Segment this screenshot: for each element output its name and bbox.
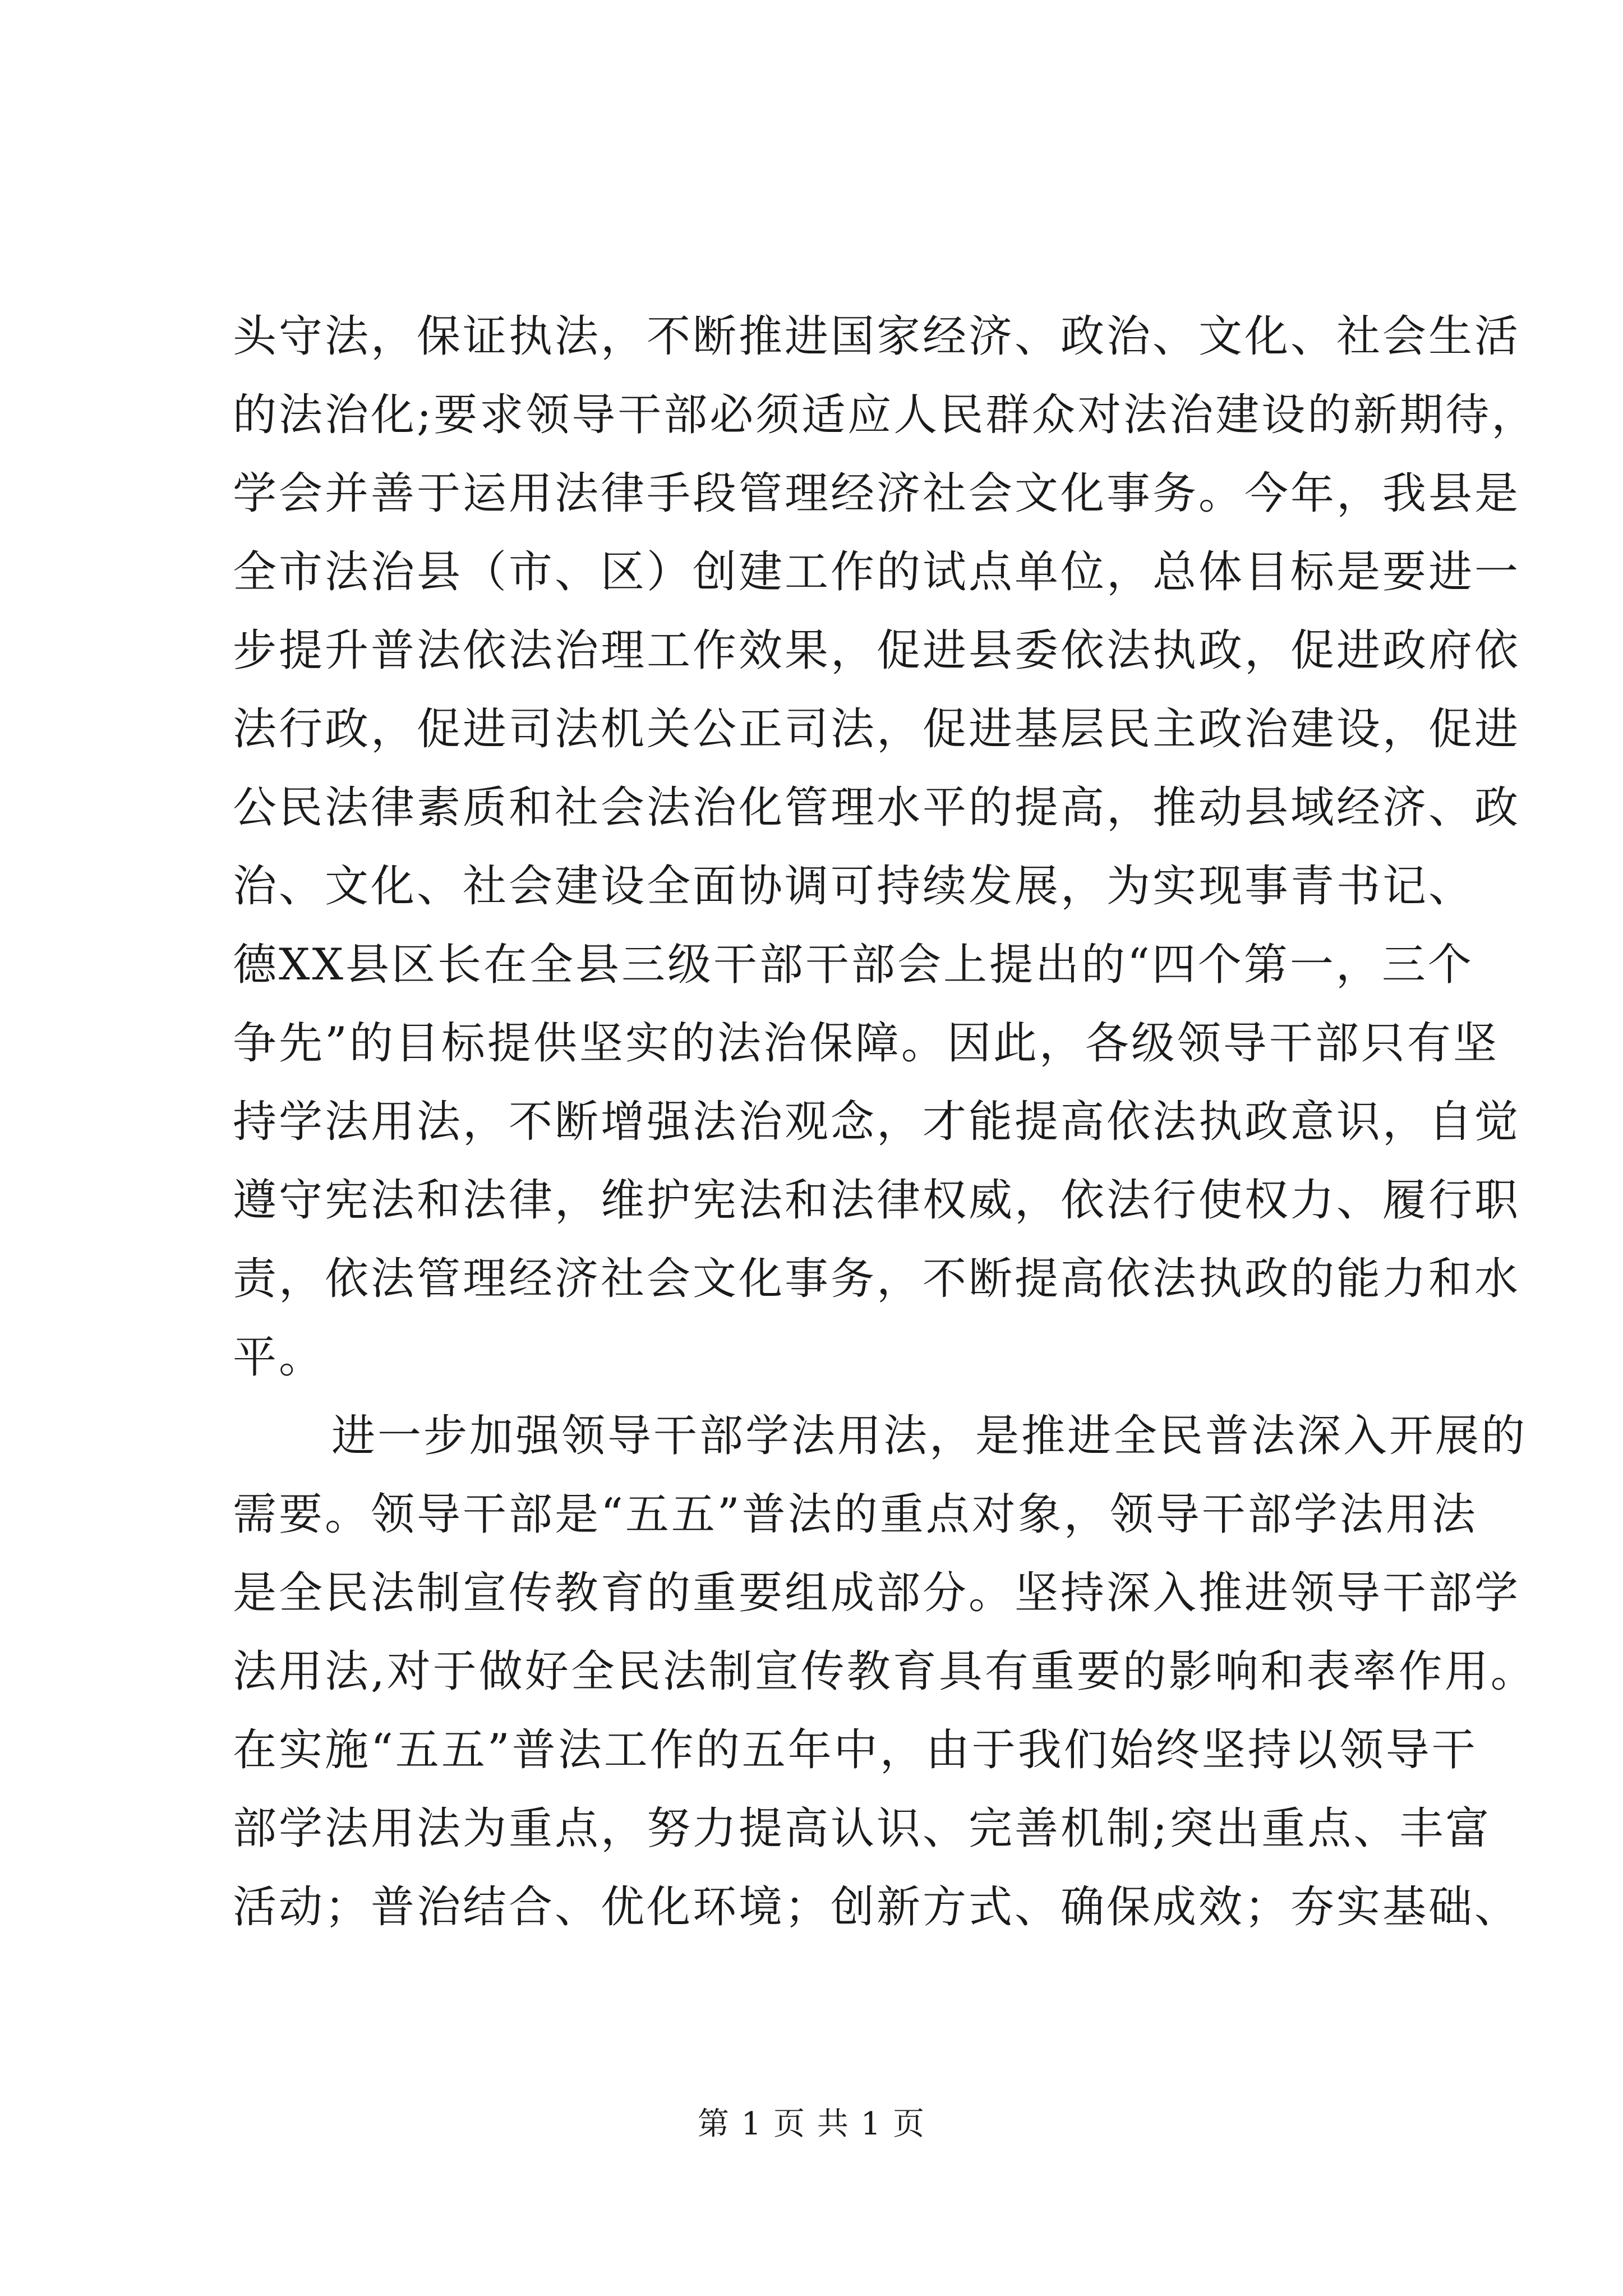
- text-line: 公民法律素质和社会法治化管理水平的提高，推动县域经济、政: [233, 783, 1521, 833]
- text-line: 责，依法管理经济社会文化事务，不断提高依法执政的能力和水: [233, 1254, 1521, 1304]
- text-line: 平。: [233, 1332, 325, 1383]
- text-line: 持学法用法，不断增强法治观念，才能提高依法执政意识，自觉: [233, 1097, 1521, 1147]
- text-line: 全市法治县（市、区）创建工作的试点单位，总体目标是要进一: [233, 547, 1521, 597]
- text-line: 德XX县区长在全县三级干部干部会上提出的“四个第一，三个: [233, 940, 1474, 990]
- text-line: 争先”的目标提供坚实的法治保障。因此，各级领导干部只有坚: [233, 1018, 1499, 1069]
- text-line: 在实施“五五”普法工作的五年中，由于我们始终坚持以领导干: [233, 1725, 1478, 1775]
- text-line: 部学法用法为重点，努力提高认识、完善机制;突出重点、丰富: [233, 1803, 1492, 1854]
- text-line: 遵守宪法和法律，维护宪法和法律权威，依法行使权力、履行职: [233, 1175, 1521, 1226]
- page-footer: [0, 2105, 1623, 2144]
- document-body: [233, 297, 1538, 1947]
- text-line: 法用法,对于做好全民法制宣传教育具有重要的影响和表率作用。: [233, 1646, 1537, 1697]
- text-line: 需要。领导干部是“五五”普法的重点对象，领导干部学法用法: [233, 1489, 1478, 1540]
- text-line: 进一步加强领导干部学法用法，是推进全民普法深入开展的: [331, 1411, 1528, 1461]
- text-line: 活动；普治结合、优化环境；创新方式、确保成效；夯实基础、: [233, 1882, 1521, 1932]
- text-line: 是全民法制宣传教育的重要组成部分。坚持深入推进领导干部学: [233, 1568, 1521, 1618]
- text-line: 头守法，保证执法，不断推进国家经济、政治、文化、社会生活: [233, 311, 1521, 362]
- paragraph-1: [233, 297, 1538, 1397]
- text-line: 法行政，促进司法机关公正司法，促进基层民主政治建设，促进: [233, 704, 1521, 754]
- page-number-label: 第 1 页 共 1 页: [697, 2106, 926, 2142]
- text-line: 步提升普法依法治理工作效果，促进县委依法执政，促进政府依: [233, 625, 1521, 676]
- text-line: 的法治化;要求领导干部必须适应人民群众对法治建设的新期待，: [233, 390, 1538, 440]
- paragraph-2: [233, 1397, 1537, 1947]
- text-line: 治、文化、社会建设全面协调可持续发展，为实现事青书记、: [233, 861, 1475, 912]
- text-line: 学会并善于运用法律手段管理经济社会文化事务。今年，我县是: [233, 468, 1521, 519]
